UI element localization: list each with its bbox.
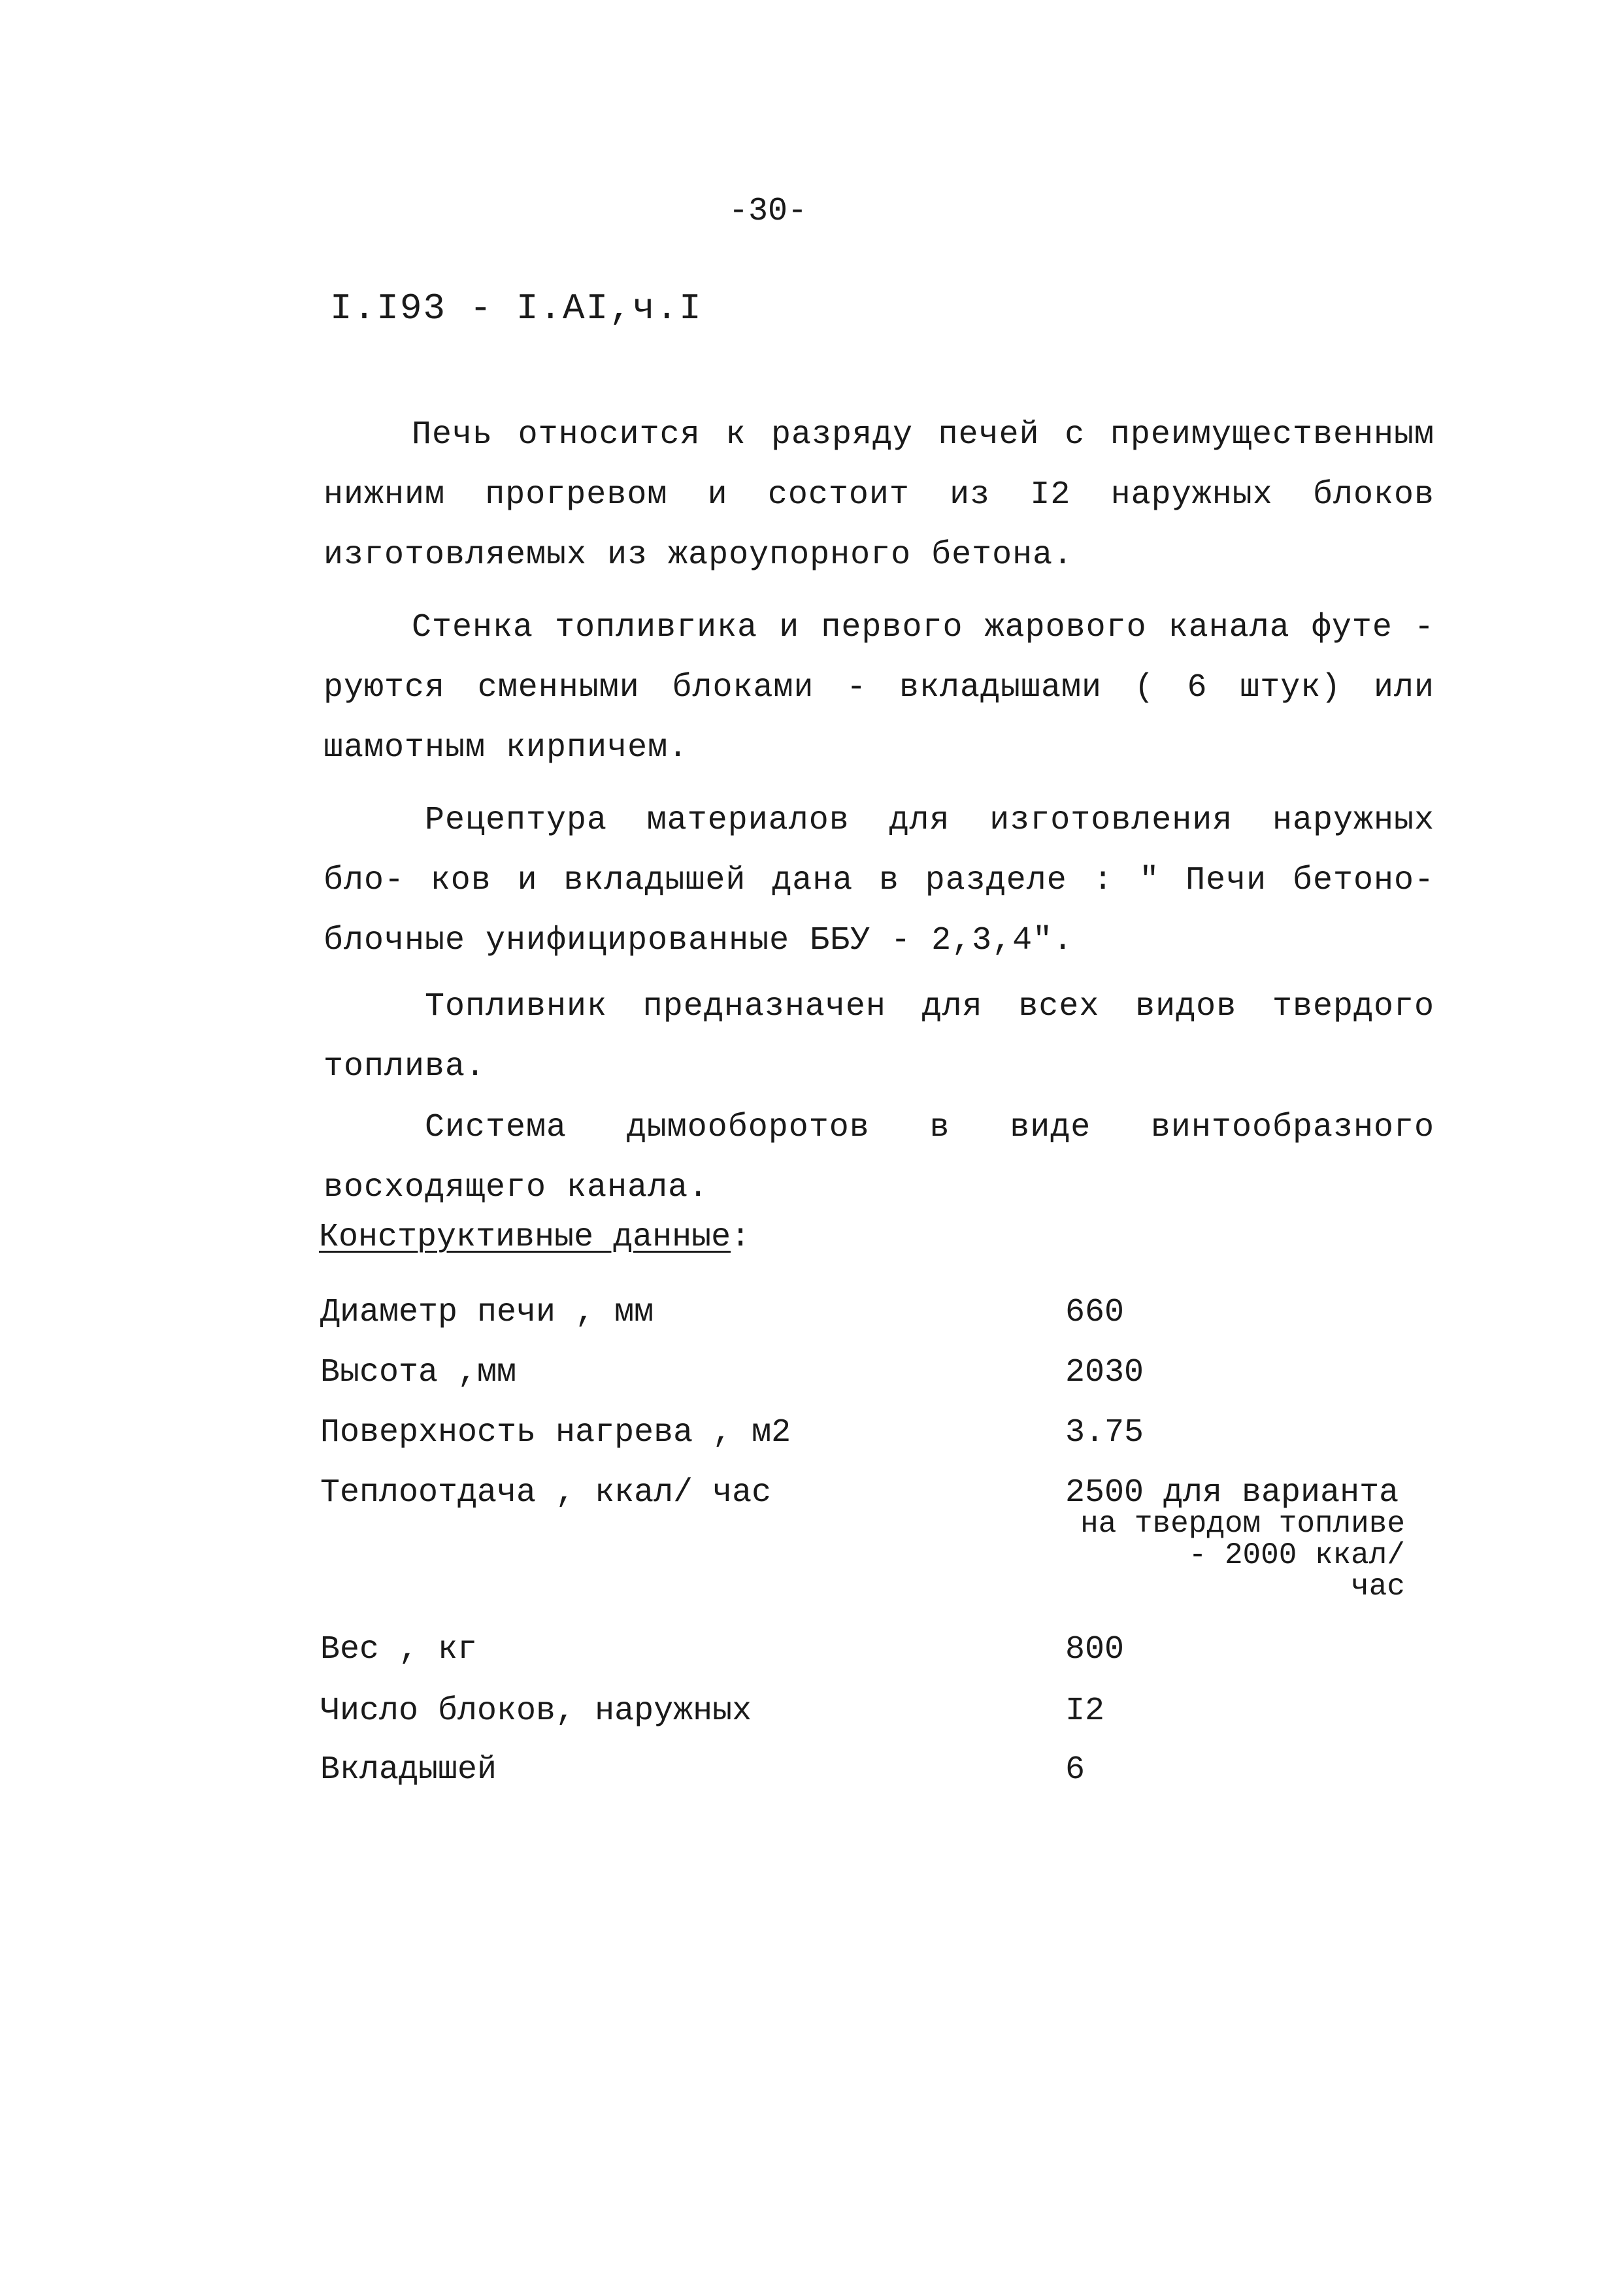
section-heading — [319, 1219, 750, 1256]
document-code: I.I93 - I.AI,ч.I — [330, 288, 703, 329]
spec-label-heat-output: Теплоотдача , ккал/ час — [320, 1474, 772, 1511]
spec-label-liners: Вкладышей — [320, 1751, 497, 1789]
paragraph: Система дымооборотов в виде винтообразного восходящего канала. — [323, 1109, 1434, 1206]
spec-value-height: 2030 — [1065, 1354, 1144, 1391]
paragraph: Топливник предназначен для всех видов твердого топлива. — [323, 988, 1434, 1085]
spec-value-heat-output: 2500 для варианта — [1065, 1474, 1399, 1511]
spec-value-surface: 3.75 — [1065, 1414, 1144, 1451]
paragraph: Рецептура материалов для изготовления наружных бло- ков и вкладышей дана в разделе : " Печи бетоно- блочные унифицированные ББУ - 2,3,4". — [323, 802, 1434, 959]
spec-label-outer-blocks: Число блоков, наружных — [320, 1692, 752, 1730]
heat-output-note — [1065, 1508, 1405, 1602]
section-heading-colon: : — [731, 1219, 751, 1256]
heat-note-line: час — [1351, 1570, 1405, 1604]
spec-value-weight: 800 — [1065, 1631, 1125, 1668]
spec-value-outer-blocks: I2 — [1065, 1692, 1105, 1730]
spec-value-diameter: 660 — [1065, 1294, 1125, 1331]
page-number: -30- — [729, 193, 808, 230]
spec-label-surface: Поверхность нагрева , м2 — [320, 1414, 791, 1451]
heat-note-line: на твердом топливе — [1080, 1507, 1405, 1541]
spec-value-liners: 6 — [1065, 1751, 1085, 1789]
heat-note-line: - 2000 ккал/ — [1188, 1538, 1405, 1572]
paragraph: Печь относится к разряду печей с преимущественным нижним прогревом и состоит из I2 наружных блоков изготовляемых из жароупорного бетона. — [323, 416, 1434, 574]
spec-label-weight: Вес , кг — [320, 1631, 478, 1668]
paragraph: Стенка топливгика и первого жарового канала футе - руются сменными блоками - вкладышами ( 6 штук) или шамотным кирпичем. — [323, 609, 1434, 767]
spec-label-diameter: Диаметр печи , мм — [320, 1294, 654, 1331]
spec-label-height: Высота ,мм — [320, 1354, 517, 1391]
section-heading-text: Конструктивные данные — [319, 1219, 731, 1256]
